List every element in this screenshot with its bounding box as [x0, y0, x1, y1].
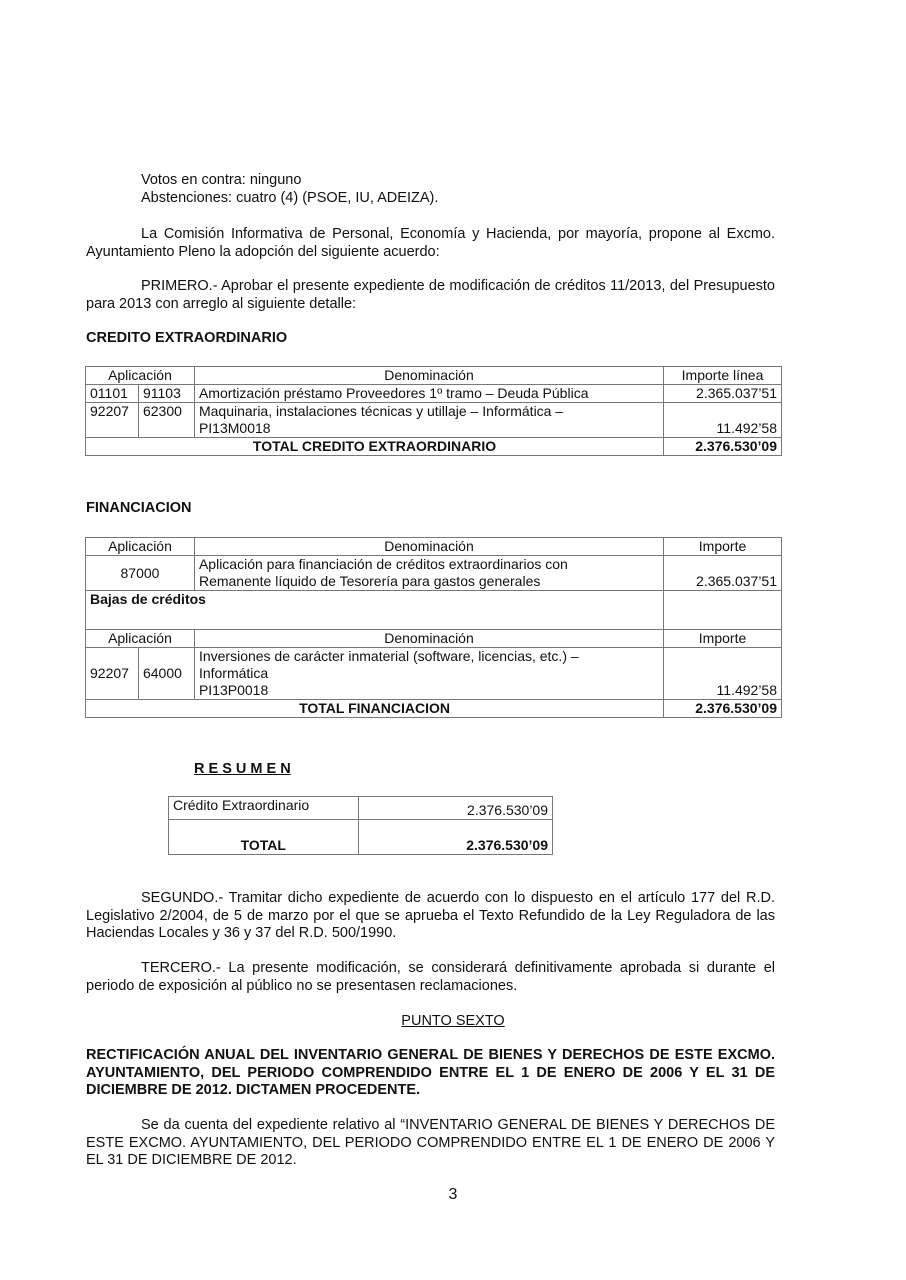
total-label: TOTAL FINANCIACION: [86, 700, 664, 718]
cell-aplicacion: 87000: [86, 556, 195, 591]
total-row: [86, 438, 782, 456]
punto-sexto-heading: PUNTO SEXTO: [401, 1013, 505, 1029]
cell-denominacion: Maquinaria, instalaciones técnicas y utillaje – Informática – PI13M0018: [194, 403, 663, 438]
se-da-cuenta-paragraph: Se da cuenta del expediente relativo al “INVENTARIO GENERAL DE BIENES Y DERECHOS DE ESTE EXCMO. AYUNTAMIENTO, DEL PERIODO COMPRENDIDO ENTRE EL 1 DE ENERO DE 2006 Y EL 31 DE DICIEMBRE DE 2012.: [86, 1117, 775, 1168]
bajas-label: Bajas de créditos: [86, 591, 664, 630]
cell-org: 01101: [86, 385, 139, 403]
table-row: [86, 648, 782, 700]
financiacion-heading: FINANCIACION: [86, 500, 192, 516]
resumen-table: [168, 796, 553, 855]
cell-importe: 2.365.037’51: [664, 385, 782, 403]
financiacion-table: [85, 537, 782, 718]
cell-importe: 11.492’58: [664, 403, 782, 438]
cell-denominacion: Amortización préstamo Proveedores 1º tramo – Deuda Pública: [194, 385, 663, 403]
table-header-row: [86, 538, 782, 556]
table-row: [169, 797, 553, 820]
bajas-row: [86, 591, 782, 630]
intro-paragraph: La Comisión Informativa de Personal, Economía y Hacienda, por mayoría, propone al Excmo. Ayuntamiento Pleno la adopción del siguiente acuerdo:: [86, 226, 775, 260]
resumen-row-label: Crédito Extraordinario: [169, 797, 359, 820]
votes-against: Votos en contra: ninguno: [141, 172, 302, 188]
table-row: [86, 556, 782, 591]
header-denominacion: Denominación: [194, 630, 663, 648]
resumen-total-label: TOTAL: [169, 820, 359, 855]
rectificacion-title: RECTIFICACIÓN ANUAL DEL INVENTARIO GENERAL DE BIENES Y DERECHOS DE ESTE EXCMO. AYUNTAMIENTO, DEL PERIODO COMPRENDIDO ENTRE EL 1 DE ENERO DE 2006 Y EL 31 DE DICIEMBRE DE 2012. DICTAMEN PROCEDENTE.: [86, 1047, 775, 1098]
primero-paragraph: PRIMERO.- Aprobar el presente expediente de modificación de créditos 11/2013, del Presupuesto para 2013 con arreglo al siguiente detalle:: [86, 278, 775, 312]
cell-importe: 2.365.037’51: [664, 556, 782, 591]
table-header-row: [86, 367, 782, 385]
header-importe: Importe: [664, 630, 782, 648]
header-importe: Importe: [664, 538, 782, 556]
resumen-total-value: 2.376.530’09: [358, 820, 552, 855]
total-row: [169, 820, 553, 855]
cell-importe: 11.492’58: [664, 648, 782, 700]
header-aplicacion: Aplicación: [86, 367, 195, 385]
cell-eco: 64000: [138, 648, 194, 700]
total-value: 2.376.530’09: [664, 438, 782, 456]
total-row: [86, 700, 782, 718]
cell-denominacion: Aplicación para financiación de créditos extraordinarios con Remanente líquido de Tesorería para gastos generales: [194, 556, 663, 591]
resumen-row-value: 2.376.530’09: [358, 797, 552, 820]
bajas-empty-cell: [664, 591, 782, 630]
table-row: [86, 385, 782, 403]
cell-org: 92207: [86, 648, 139, 700]
cell-org: 92207: [86, 403, 139, 438]
cell-eco: 91103: [138, 385, 194, 403]
cell-denominacion: Inversiones de carácter inmaterial (software, licencias, etc.) – Informática PI13P0018: [194, 648, 663, 700]
header-denominacion: Denominación: [194, 538, 663, 556]
votes-abstentions: Abstenciones: cuatro (4) (PSOE, IU, ADEIZA).: [141, 190, 439, 206]
credito-heading: CREDITO EXTRAORDINARIO: [86, 330, 288, 346]
header-importe: Importe línea: [664, 367, 782, 385]
header-aplicacion: Aplicación: [86, 538, 195, 556]
table-row: [86, 403, 782, 438]
cell-eco: 62300: [138, 403, 194, 438]
segundo-paragraph: SEGUNDO.- Tramitar dicho expediente de acuerdo con lo dispuesto en el artículo 177 del R.D. Legislativo 2/2004, de 5 de marzo por el que se aprueba el Texto Refundido de la Ley Reguladora de las Haciendas Locales y 36 y 37 del R.D. 500/1990.: [86, 890, 775, 941]
total-value: 2.376.530’09: [664, 700, 782, 718]
table-header-row: [86, 630, 782, 648]
header-denominacion: Denominación: [194, 367, 663, 385]
total-label: TOTAL CREDITO EXTRAORDINARIO: [86, 438, 664, 456]
credito-table: [85, 366, 782, 456]
tercero-paragraph: TERCERO.- La presente modificación, se considerará definitivamente aprobada si durante el periodo de exposición al público no se presentasen reclamaciones.: [86, 960, 775, 994]
header-aplicacion: Aplicación: [86, 630, 195, 648]
page-number: 3: [448, 1186, 458, 1203]
resumen-heading: R E S U M E N: [194, 761, 291, 777]
